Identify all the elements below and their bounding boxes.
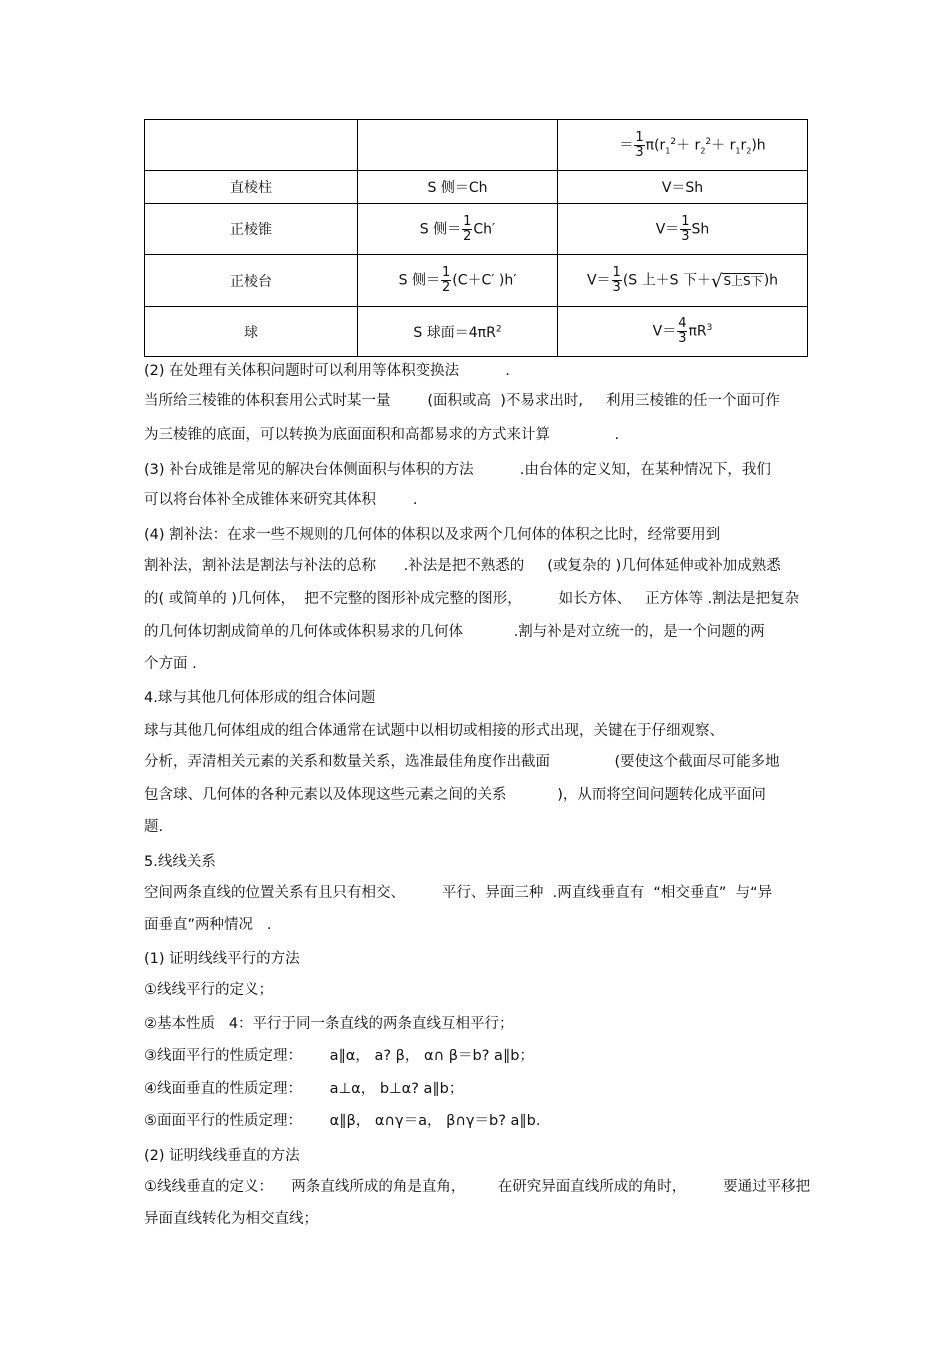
text-line: 空间两条直线的位置关系有且只有相交、 平行、异面三种 .两直线垂直有 “相交垂直” 与“异 — [144, 885, 773, 901]
text-line: ⑤面面平行的性质定理： α∥β， α∩γ＝a， β∩γ＝b? a∥b. — [144, 1113, 541, 1129]
text-line: (4) 割补法：在求一些不规则的几何体的体积以及求两个几何体的体积之比时，经常要用到 — [144, 527, 721, 543]
shape-name-cell: 正棱台 — [145, 255, 358, 307]
fraction: $\frac{1}{2}$ — [441, 265, 451, 295]
table-row — [145, 204, 808, 255]
text-line: (2) 在处理有关体积问题时可以利用等体积变换法 . — [144, 363, 510, 379]
table-row — [145, 120, 808, 171]
volume-formula-cell: V＝Sh — [558, 171, 808, 204]
text-line: 题. — [144, 819, 164, 835]
fraction: $\frac{1}{3}$ — [612, 265, 621, 295]
text-line: 异面直线转化为相交直线； — [144, 1211, 318, 1227]
table-row — [145, 307, 808, 357]
table-cell — [358, 120, 558, 171]
volume-formula-cell: V＝ $\frac{1}{3}$ Sh — [558, 204, 808, 255]
text-line: 的( 或简单的 )几何体， 把不完整的图形补成完整的图形， 如长方体、 正方体等 .割法是把复杂 — [144, 591, 800, 607]
volume-formula-cell: V＝ $\frac{4}{3}$ $\pi R^3$ — [558, 307, 808, 357]
text-line: ①线线垂直的定义： 两条直线所成的角是直角， 在研究异面直线所成的角时， 要通过平移把 — [144, 1179, 811, 1195]
table-cell — [145, 120, 358, 171]
text-line: (1) 证明线线平行的方法 — [144, 951, 300, 967]
area-formula-cell: S 侧＝ $\frac{1}{2}$ (C＋C′ )h′ — [358, 255, 558, 307]
text-line: 当所给三棱锥的体积套用公式时某一量 (面积或高 )不易求出时, 利用三棱锥的任一个面可作 — [144, 393, 781, 409]
shape-name-cell: 直棱柱 — [145, 171, 358, 204]
shape-name-cell: 正棱锥 — [145, 204, 358, 255]
shape-name-cell: 球 — [145, 307, 358, 357]
text-line: ②基本性质 4：平行于同一条直线的两条直线互相平行； — [144, 1016, 514, 1032]
text-line: (2) 证明线线垂直的方法 — [144, 1148, 300, 1164]
text-line: ④线面垂直的性质定理： a⊥α， b⊥α? a∥b； — [144, 1081, 464, 1097]
table-row — [145, 171, 808, 204]
text-line: 球与其他几何体组成的组合体通常在试题中以相切或相接的形式出现，关键在于仔细观察、 — [144, 723, 724, 739]
square-root: √S上S下 — [710, 270, 763, 292]
text-line: ③线面平行的性质定理： a∥α， a? β， α∩ β＝b? a∥b； — [144, 1048, 534, 1064]
fraction: $\frac{1}{2}$ — [463, 213, 472, 244]
area-formula-cell: S 侧＝Ch — [358, 171, 558, 204]
table-row — [145, 255, 808, 307]
formula-text: π(r — [645, 137, 666, 153]
area-formula-cell: S 球面$=4\pi R^2$ — [358, 307, 558, 357]
text-line: 割补法，割补法是割法与补法的总称 .补法是把不熟悉的 (或复杂的 )几何体延伸或补加成熟悉 — [144, 558, 781, 574]
text-line: 为三棱锥的底面，可以转换为底面面积和高都易求的方式来计算 . — [144, 427, 620, 443]
formula-text: ＝ — [619, 137, 634, 153]
text-line: 5.线线关系 — [144, 854, 216, 870]
text-line: (3) 补台成锥是常见的解决台体侧面积与体积的方法 .由台体的定义知，在某种情况下，我们 — [144, 462, 771, 478]
frustum-volume-cell: ＝ $\frac{1}{3}$ $\pi(r_1^2+ r_2^2+ r_1r_2)h$ — [558, 120, 808, 171]
text-line: 个方面 . — [144, 656, 197, 672]
text-line: 的几何体切割成简单的几何体或体积易求的几何体 .割与补是对立统一的，是一个问题的两 — [144, 624, 765, 640]
text-line: 4.球与其他几何体形成的组合体问题 — [144, 690, 376, 706]
volume-formula-cell: V＝ $\frac{1}{3}$ (S 上＋S 下＋√S上S下)h — [558, 255, 808, 307]
text-line: ①线线平行的定义； — [144, 982, 273, 998]
text-line: 可以将台体补全成锥体来研究其体积 . — [144, 492, 418, 508]
fraction: $\frac{1}{3}$ — [635, 129, 644, 160]
text-line: 面垂直”两种情况 . — [144, 917, 272, 933]
fraction: $\frac{1}{3}$ — [681, 213, 690, 244]
fraction: $\frac{4}{3}$ — [678, 316, 687, 346]
formula-table — [144, 119, 808, 357]
text-line: 分析，弄清相关元素的关系和数量关系，选准最佳角度作出截面 (要使这个截面尽可能多地 — [144, 754, 780, 770]
text-line: 包含球、几何体的各种元素以及体现这些元素之间的关系 )，从而将空间问题转化成平面问 — [144, 787, 766, 803]
area-formula-cell: S 侧＝ $\frac{1}{2}$ Ch′ — [358, 204, 558, 255]
